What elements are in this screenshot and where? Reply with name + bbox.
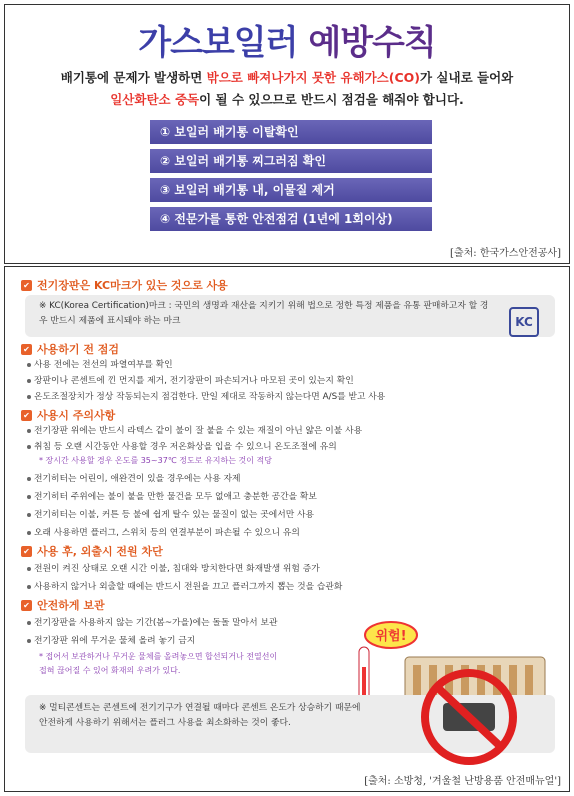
section-caution-title: 사용시 주의사항 xyxy=(37,409,116,422)
list-item xyxy=(27,357,173,370)
bullet-icon xyxy=(27,513,31,517)
intro-text xyxy=(19,67,555,111)
bullet-icon xyxy=(27,429,31,433)
intro-l1a: 배기통에 문제가 발생하면 xyxy=(60,70,207,85)
caution-item-5: 전기히터는 이불, 커튼 등 불에 쉽게 탈수 있는 물질이 없는 곳에서만 사용 xyxy=(34,510,314,520)
bullet-icon xyxy=(27,585,31,589)
list-item xyxy=(27,507,314,520)
section-caution xyxy=(21,407,115,423)
check-icon: ✔ xyxy=(21,344,32,355)
kc-note: ※ KC(Korea Certification)마크 : 국민의 생명과 재산을 지키기 위해 법으로 정한 특정 제품을 유통 판매하고자 할 경우 반드시 제품에 표시돼야 하는 마크 xyxy=(39,301,489,326)
storage-item-2: 전기장판 위에 무거운 물체 올려 놓기 금지 xyxy=(34,636,196,646)
caution-item-2: 취침 등 오랜 시간동안 사용할 경우 저온화상을 입을 수 있으니 온도조절에 유의 xyxy=(34,442,337,452)
bullet-icon xyxy=(27,639,31,643)
before-item-1: 사용 전에는 전선의 파열여부를 확인 xyxy=(34,360,173,370)
storage-item-1: 전기장판을 사용하지 않는 기간(봄~가을)에는 돌돌 말아서 보관 xyxy=(34,618,278,628)
list-item xyxy=(27,489,317,502)
bullet-icon xyxy=(27,477,31,481)
caution-item-4: 전기히터 주위에는 불이 붙을 만한 물건을 모두 없애고 충분한 공간을 확보 xyxy=(34,492,317,502)
check-icon: ✔ xyxy=(21,410,32,421)
intro-l1b: 밖으로 빠져나가지 못한 유해가스(CO) xyxy=(206,70,420,85)
step-list xyxy=(150,120,432,236)
kc-note-box xyxy=(25,295,555,337)
kc-mark-text: KC xyxy=(515,314,533,329)
bullet-icon xyxy=(27,363,31,367)
multitap-note: ※ 멀티콘센트는 콘센트에 전기기구가 연결될 때마다 콘센트 온도가 상승하기 때문에 안전하게 사용하기 위해서는 플러그 사용을 최소화하는 것이 좋다. xyxy=(39,703,361,728)
section-storage xyxy=(21,597,105,613)
section-after-use xyxy=(21,543,163,559)
kc-mark-icon xyxy=(509,307,539,337)
check-icon: ✔ xyxy=(21,546,32,557)
caution-item-1: 전기장판 위에는 반드시 라텍스 같이 불이 잘 붙을 수 있는 재질이 아닌 얇은 이불 사용 xyxy=(34,426,363,436)
intro-l2a: 일산화탄소 중독 xyxy=(110,92,200,107)
list-item xyxy=(27,423,362,436)
section-after-title: 사용 후, 외출시 전원 차단 xyxy=(37,545,163,558)
check-icon: ✔ xyxy=(21,280,32,291)
list-item xyxy=(27,439,337,452)
bullet-icon xyxy=(27,531,31,535)
section-kc xyxy=(21,277,228,293)
check-icon: ✔ xyxy=(21,600,32,611)
after-item-2: 사용하지 않거나 외출할 때에는 반드시 전원을 끄고 플러그까지 뽑는 것을 습관화 xyxy=(34,582,343,592)
title-part2: 예방수칙 xyxy=(308,23,436,63)
caution-sub-note: * 장시간 사용할 경우 온도를 35~37℃ 정도로 유지하는 것이 적당 xyxy=(39,456,272,465)
intro-l1c: 가 실내로 들어와 xyxy=(420,70,514,85)
section-before-title: 사용하기 전 점검 xyxy=(37,343,120,356)
bullet-icon xyxy=(27,445,31,449)
electric-heating-panel xyxy=(4,266,570,792)
step-4: ④ 전문가를 통한 안전점검 (1년에 1회이상) xyxy=(150,207,432,231)
step-1: ① 보일러 배기통 이탈확인 xyxy=(150,120,432,144)
intro-l2b: 이 될 수 있으므로 반드시 점검을 해줘야 합니다. xyxy=(199,92,464,107)
bullet-icon xyxy=(27,379,31,383)
caution-item-3: 전기히터는 어린이, 애완견이 있을 경우에는 사용 자제 xyxy=(34,474,241,484)
bullet-icon xyxy=(27,621,31,625)
gas-boiler-panel xyxy=(4,4,570,264)
before-item-2: 장판이나 콘센트에 낀 먼지를 제거, 전기장판이 파손되거나 마모된 곳이 있는지 확인 xyxy=(34,376,354,386)
caution-item-6: 오래 사용하면 플러그, 스위치 등의 연결부분이 파손될 수 있으니 유의 xyxy=(34,528,300,538)
section-storage-title: 안전하게 보관 xyxy=(37,599,105,612)
bullet-icon xyxy=(27,567,31,571)
list-item xyxy=(27,633,195,646)
step-3: ③ 보일러 배기통 내, 이물질 제거 xyxy=(150,178,432,202)
bullet-icon xyxy=(27,495,31,499)
source-gas: [출처: 한국가스안전공사] xyxy=(450,248,561,259)
page-title xyxy=(5,15,569,64)
list-item xyxy=(27,389,385,402)
bullet-icon xyxy=(27,395,31,399)
title-part1: 가스보일러 xyxy=(138,23,298,63)
list-item xyxy=(27,579,342,592)
section-kc-title: 전기장판은 KC마크가 있는 것으로 사용 xyxy=(37,279,228,292)
step-2: ② 보일러 배기통 찌그러짐 확인 xyxy=(150,149,432,173)
warning-bubble-text: 위험! xyxy=(375,629,407,644)
list-item xyxy=(27,561,320,574)
section-before-use xyxy=(21,341,119,357)
prohibited-multitap-icon xyxy=(409,667,529,767)
list-item xyxy=(27,471,241,484)
before-item-3: 온도조절장치가 정상 작동되는지 점검한다. 만일 제대로 작동하지 않는다면 A/S를 받고 사용 xyxy=(34,392,386,402)
storage-sub-note-1: * 접어서 보관하거나 무거운 물체를 올려놓으면 합선되거나 전열선이 xyxy=(39,652,278,661)
list-item xyxy=(27,615,277,628)
source-fire-agency: [출처: 소방청, '겨울철 난방용품 안전매뉴얼'] xyxy=(364,776,561,787)
list-item xyxy=(27,373,354,386)
storage-sub-note-2: 접혀 끊어질 수 있어 화재의 우려가 있다. xyxy=(39,666,181,675)
list-item xyxy=(27,525,300,538)
after-item-1: 전원이 켜진 상태로 오랜 시간 이불, 침대와 방치한다면 화재발생 위험 증가 xyxy=(34,564,320,574)
